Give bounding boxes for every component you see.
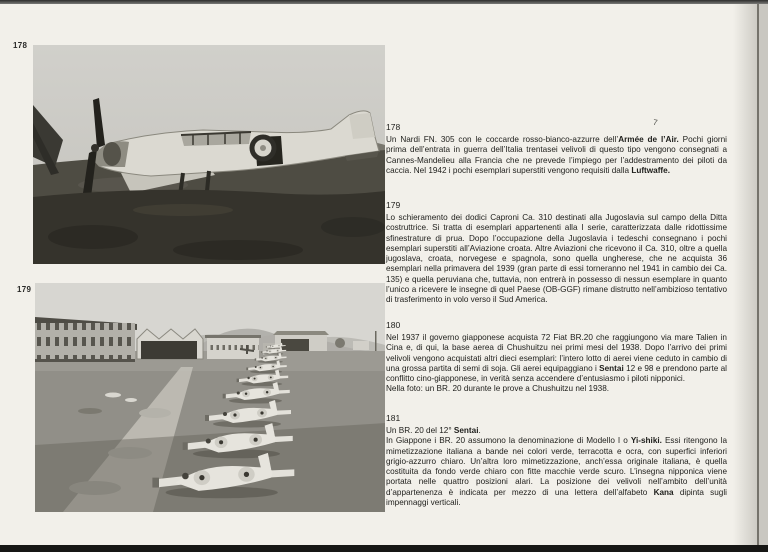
text-segment: Armée de l’Air. (618, 135, 679, 144)
nardi-fn305-photo (33, 45, 385, 264)
print-artifact-mark: 7 (652, 117, 659, 128)
figure-label-179: 179 (17, 285, 32, 294)
caption-181 (386, 413, 727, 508)
text-segment: Un BR. 20 del 12° (386, 426, 454, 435)
text-segment: Sentai (599, 363, 624, 373)
caption-181-heading (386, 426, 727, 436)
grass-foreground (33, 190, 385, 264)
page-edge-right (759, 4, 768, 545)
text-segment: Essi ritengono la mimetizzazione italiana a bande nei colori verde, terracotta e ocra, con superfici inferiori grigio-azzurro chiaro. Un’altra loro mimetizzazione, anch’essa originale italiana, è quella costituita da fondo verde chiaro con fitte macchie verde scuro. L’insegna nipponica viene portata nelle quattro posizioni alari. La posizione dei velivoli nell’ambito dell’unità d’appartenenza è indicata per mezzo di una lettera dell’alfabeto (386, 436, 727, 497)
caption-178 (386, 122, 727, 176)
text-segment: Kana (653, 487, 674, 497)
text-segment: Sentai (453, 426, 479, 435)
nardi-fn305-illustration (33, 45, 385, 264)
caption-180-photo-note: Nella foto: un BR. 20 durante le prove a Chushuitzu nel 1938. (386, 384, 610, 394)
caption-181-number: 181 (386, 413, 401, 423)
text-segment: Pochi giorni prima dell’entrata in guerra dell’Italia trentasei velivoli di questo tipo vengono consegnati a Cannes-Mandelieu alla Francia che ne prevede l’impiego per l’addestramento dei piloti da caccia. Nel 1942 i pochi esemplari superstiti vengono requisiti dalla (386, 135, 727, 175)
caproni-ca310-lineup-photo (35, 283, 385, 512)
text-segment: . (478, 426, 481, 435)
caption-181-text (386, 436, 727, 508)
text-segment: 12 e 98 e prendono parte al conflitto cino-giapponese, in verità senza accendere d’entusiasmo i piloti nipponici. (386, 363, 727, 384)
text-segment: Luftwaffe. (631, 165, 670, 175)
caption-180-number: 180 (386, 320, 401, 330)
text-segment: Un Nardi FN. 305 con le coccarde rosso-bianco-azzurre dell’ (386, 135, 619, 144)
caption-179 (386, 200, 727, 306)
text-segment: dipinta sugli impennaggi verticali. (386, 487, 727, 508)
caption-column (386, 0, 727, 552)
caption-180 (386, 320, 727, 395)
caption-178-number: 178 (386, 122, 401, 132)
page-curve-shadow (733, 4, 757, 545)
airfield-illustration (35, 283, 385, 512)
caption-180-text (386, 333, 727, 384)
text-segment: In Giappone i BR. 20 assumono la denominazione di Modello I o (386, 436, 631, 446)
caption-178-text (386, 135, 727, 176)
text-segment: Nel 1937 il governo giapponese acquista 72 Fiat BR.20 che raggiungono via mare Talien in Cina e, di qui, la base aerea di Chushuitzu nei primi mesi del 1938. Dopo l’arrivo dei primi velivoli vengono acquistati altri dieci esemplari: l’intero lotto di aerei viene ceduto in cambio di una grossa partita di semi di soja. Gli aerei equipaggiano i (386, 333, 727, 373)
text-segment: Yi-shiki. (630, 436, 662, 446)
figure-label-178: 178 (13, 41, 28, 50)
text-segment: Lo schieramento dei dodici Caproni Ca. 310 destinati alla Jugoslavia sul campo della Ditta costruttrice. Si tratta di esemplari appartenenti alla I serie, caratterizzata dalle ridottissime sfinestrature di prua. Dopo l’occupazione della Jugoslavia i tedeschi consegnano i pochi esemplari superstiti all’Aviazione croata. Altre Aviazioni che ricevono il Ca. 310, oltre a quella jugoslava, croata, norvegese e spagnola, sono quella ungherese, che ne acquista 36 esemplari nella primavera del 1939 (gran parte di essi torneranno nel 1941 in cambio dei Ca. 135) e quella peruviana che, tuttavia, non entrerà in possesso di nessun esemplare in quanto l’unico a ricevere le insegne di quel Paese (OB-GGF) rimane distrutto nell’ambizioso tentativo di trasferimento in volo verso il Sud America. (386, 213, 727, 305)
caption-179-number: 179 (386, 200, 401, 210)
caption-179-text (386, 213, 727, 306)
